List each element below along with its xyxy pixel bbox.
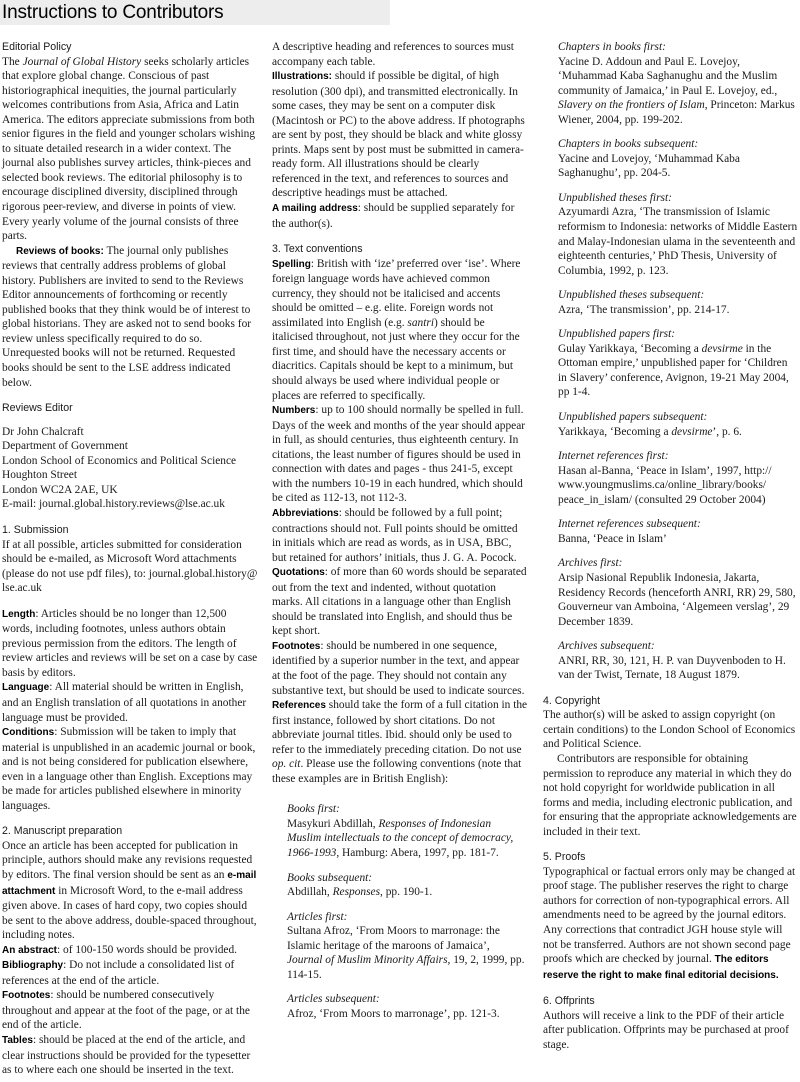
address-line: Houghton Street [2, 469, 77, 482]
conditions-text: Conditions: Submission will be taken to imply that material is unpublished in an academic journal or book, and is not being considered for publication elsewhere, even in a language other than English. Exceptions may be made for articles published elsewhere in minority languages. [2, 726, 256, 812]
tables-continued-text: A descriptive heading and references to sources must accompany each table. [272, 41, 514, 68]
mailing-address-text: A mailing address: should be supplied separately for the author(s). [272, 202, 515, 230]
reviews-of-books-text: Reviews of books: The journal only publishes reviews that centrally address problems of global history. Publishers are invited to send to the Reviews Editor announcements of forthcoming or recently published books that they think would be of interest to global historians. They are asked not to send books for review unless specifically required to do so. Unrequested books will not be returned. Requested books should be sent to the LSE address indicated below. [2, 244, 252, 389]
manuscript-heading: 2. Manuscript preparation [2, 825, 123, 838]
example-articles-subsequent: Articles subsequent: Afroz, ‘From Moors to marronage’, pp. 121-3. [287, 993, 500, 1020]
column-2 [272, 40, 528, 1021]
illustrations-text: Illustrations: should if possible be digital, of high resolution (300 dpi), and transmitted electronically. In some cases, they may be sent on a computer disk (Macintosh or PC) to the above address. If photographs are sent by post, they should be black and white glossy prints. Maps sent by post must be submitted in camera-ready form. All illustrations should be clearly referenced in the text, and references to sources and descriptive headings must be attached. [272, 70, 525, 200]
footnotes-text: Footnotes: should be numbered consecutively throughout and appear at the foot of the page, or at the end of the article. [2, 989, 250, 1032]
example-chapters-subsequent: Chapters in books subsequent: Yacine and Lovejoy, ‘Muhammad Kaba Saghanughu’, pp. 204-5. [558, 138, 740, 180]
example-archives-subsequent: Archives subsequent: ANRI, RR, 30, 121, H. P. van Duyvenboden to H. van der Twist, Ternate, 18 August 1879. [558, 640, 786, 682]
reviews-editor-heading: Reviews Editor [2, 402, 73, 415]
example-books-first: Books first: Masykuri Abdillah, Responses of Indonesian Muslim intellectuals to the concept of democracy, 1966-1993, Hamburg: Abera, 1997, pp. 181-7. [287, 803, 514, 859]
address-line: Dr John Chalcraft [2, 425, 84, 438]
submission-heading: 1. Submission [2, 523, 69, 536]
text-conventions-heading: 3. Text conventions [272, 243, 363, 256]
reviews-editor-address [2, 425, 258, 512]
editorial-policy-text: The Journal of Global History seeks scholarly articles that explore global change. Conscious of past historiographical inequities, the journal particularly welcomes contributions from Asia, Africa and Latin America. The editors appreciate submissions from both senior figures in the field and younger scholars wishing to situate detailed research in a wider context. The journal also publishes survey articles, think-pieces and selected book reviews. The editorial philosophy is to encourage disciplined diversity, disciplined through rigorous peer-review, and diverse in points of view. Every yearly volume of the journal consists of three parts. [2, 55, 256, 243]
copyright-permissions-text: Contributors are responsible for obtaining permission to reproduce any material in which they do not hold copyright for worldwide publication in all forms and media, including electronic publication, and for ensuring that the appropriate acknowledgements are included in their text. [543, 752, 797, 838]
example-books-subsequent: Books subsequent: Abdillah, Responses, pp. 190-1. [287, 871, 433, 899]
column-3 [543, 40, 799, 1052]
reviews-email[interactable]: E-mail: journal.global.history.reviews@lse.ac.uk [2, 498, 225, 511]
address-line: London WC2A 2AE, UK [2, 483, 118, 496]
spelling-text: Spelling: British with ‘ize’ preferred over ‘ise’. Where foreign language words have achieved common currency, they should not be italicised and accents should be omitted – e.g. elite. Foreign words not assimilated into English (e.g. santri) should be italicised throughout, not just where they occur for the first time, and should have the necessary accents or diacritics. Capitals should be kept to a minimum, but should always be used where individual people or places are referred to specifically. [272, 257, 521, 402]
tables-text: Tables: should be placed at the end of the article, and clear instructions should be provided for the typesetter as to where each one should be inserted in the text. [2, 1034, 251, 1077]
copyright-text: The author(s) will be asked to assign copyright (on certain conditions) to the London School of Economics and Political Science. [543, 709, 796, 751]
address-line: London School of Economics and Political Science [2, 454, 237, 467]
example-chapters-first: Chapters in books first: Yacine D. Addoun and Paul E. Lovejoy, ‘Muhammad Kaba Saghanughu and the Muslim community of Jamaica,’ in Paul E. Lovejoy, ed., Slavery on the frontiers of Islam, Princeton: Markus Wiener, 2004, pp. 199-202. [558, 41, 795, 126]
manuscript-text: Once an article has been accepted for publication in principle, authors should make any revisions requested by editors. The final version should be sent as an e-mail attachment in Microsoft Word, to the e-mail address given above. In cases of hard copy, two copies should be sent to the above address, double-spaced throughout, including notes. [2, 839, 257, 942]
page-header [0, 0, 390, 25]
abstract-text: An abstract: of 100-150 words should be provided. [2, 943, 238, 956]
example-internet-subsequent: Internet references subsequent: Banna, ‘Peace in Islam’ [558, 518, 701, 545]
references-text: References should take the form of a full citation in the first instance, followed by short citations. Do not abbreviate journal titles. Ibid. should only be used to refer to the immediately preceding citation. Do not use op. cit. Please use the following conventions (note that these examples are in British English): [272, 699, 528, 785]
submission-text: If at all possible, articles submitted for consideration should be e-mailed, as Microsoft Word attachments (please do not use pdf files), to: journal.global.history@ lse.ac.uk [2, 538, 258, 595]
example-theses-first: Unpublished theses first: Azyumardi Azra, ‘The transmission of Islamic reformism to Indonesia: networks of Middle Eastern and Malay-Indonesian ulama in the seventeenth and eighteenth centuries,’ PhD Thesis, University of Columbia, 1992, p. 123. [558, 191, 798, 277]
page-title: Instructions to Contributors [2, 2, 224, 23]
offprints-heading: 6. Offprints [543, 995, 595, 1008]
example-archives-first: Archives first: Arsip Nasional Republik Indonesia, Jakarta, Residency Records (henceforth ANRI, RR) 29, 580, Gouverneur van Amboina, ‘Algemeen verslag’, 29 December 1839. [558, 557, 796, 628]
example-theses-subsequent: Unpublished theses subsequent: Azra, ‘The transmission’, pp. 214-17. [558, 289, 730, 316]
bibliography-text: Bibliography: Do not include a consolidated list of references at the end of the article. [2, 959, 235, 987]
length-text: Length: Articles should be no longer than 12,500 words, including footnotes, unless authors obtain previous permission from the editors. The length of review articles and reviews will be set on a case by case basis by editors. [2, 607, 258, 679]
abbreviations-text: Abbreviations: should be followed by a full point; contractions should not. Full points should be omitted in initials which are read as words, as in USA, BBC, but retained for authors’ initials, thus J. G. A. Pocock. [272, 506, 518, 564]
column-1 [2, 40, 258, 1078]
offprints-text: Authors will receive a link to the PDF of their article after publication. Offprints may be purchased at proof stage. [543, 1009, 789, 1051]
example-internet-first: Internet references first: Hasan al-Banna, ‘Peace in Islam’, 1997, http:// www.youngmuslims.ca/online_library/books/ peace_in_islam/ (consulted 29 October 2004) [558, 450, 772, 506]
example-articles-first: Articles first: Sultana Afroz, ‘From Moors to marronage: the Islamic heritage of the maroons of Jamaica’, Journal of Muslim Minority Affairs, 19, 2, 1999, pp. 114-15. [287, 910, 525, 981]
copyright-heading: 4. Copyright [543, 694, 601, 707]
footnotes-text: Footnotes: should be numbered in one sequence, identified by a superior number in the text, and appear at the foot of the page. They should not contain any substantive text, but should be used to indicate sources. [272, 639, 525, 697]
address-line: Department of Government [2, 440, 128, 453]
proofs-text: Typographical or factual errors only may be changed at proof stage. The publisher reserves the right to charge authors for correction of non-typographical errors. All amendments need to be agreed by the journal editors. Any corrections that contradict JGH house style will not be transferred. Authors are not shown second page proofs which are checked by journal. The editors reserve the right to make final editorial decisions. [543, 865, 796, 981]
language-text: Language: All material should be written in English, and an English translation of all quotations in another language must be provided. [2, 681, 247, 724]
editorial-policy-heading: Editorial Policy [2, 41, 72, 53]
quotations-text: Quotations: of more than 60 words should be separated out from the text and indented, without quotation marks. All citations in a language other than English should be translated into English, and should thus be kept short. [272, 566, 527, 638]
example-papers-subsequent: Unpublished papers subsequent: Yarikkaya, ‘Becoming a devsirme’, p. 6. [558, 411, 742, 438]
numbers-text: Numbers: up to 100 should normally be spelled in full. Days of the week and months of the year should appear in full, as should centuries, thus eighteenth century. In citations, the least number of figures should be used in connection with dates and pages - thus 241-5, except with the numbers 10-19 in each hundred, which should be cited as 112-13, not 112-3. [272, 404, 526, 505]
example-papers-first: Unpublished papers first: Gulay Yarikkaya, ‘Becoming a devsirme in the Ottoman empire,’ unpublished paper for ‘Children in Slavery’ conference, Avignon, 19-21 May 2004, pp 1-4. [558, 328, 789, 399]
proofs-heading: 5. Proofs [543, 851, 586, 864]
